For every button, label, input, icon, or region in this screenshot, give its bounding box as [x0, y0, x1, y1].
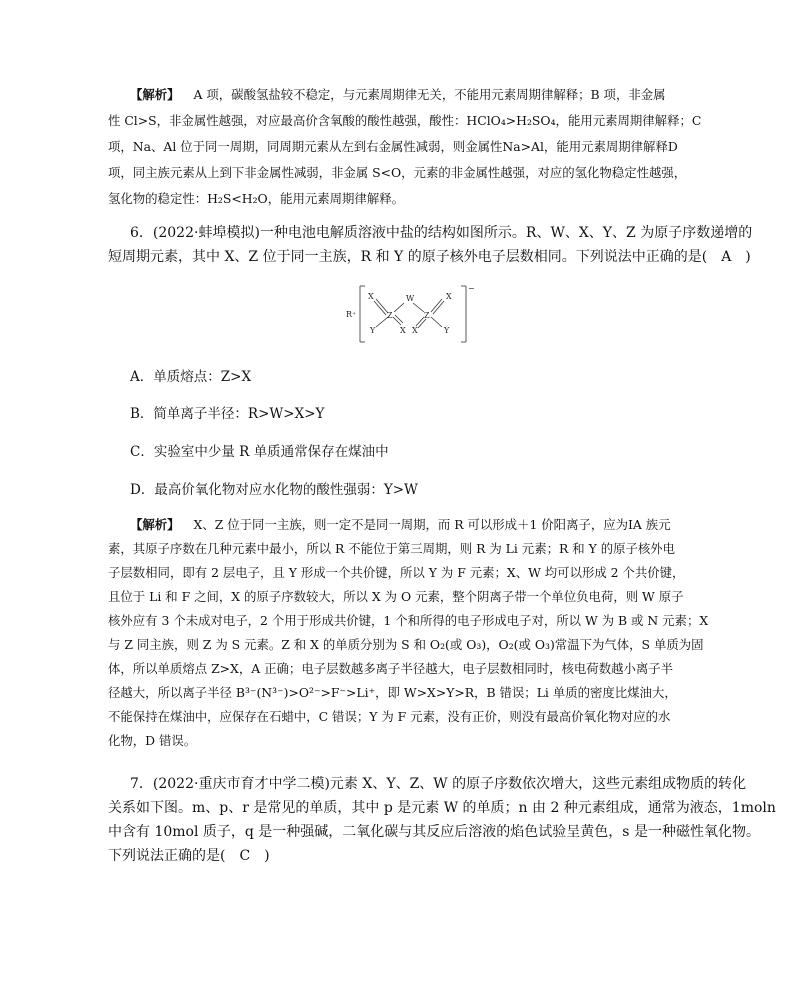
option-d: D．最高价氧化物对应水化物的酸性强弱：Y>W: [130, 482, 418, 498]
charge-label: −: [468, 284, 475, 293]
analysis-line: 项，同主族元素从上到下非金属性减弱，非金属 S<O，元素的非金属性越强，对应的氢化物稳定性越强，: [108, 165, 687, 180]
analysis-line: 体，所以单质熔点 Z>X，A 正确；电子层数越多离子半径越大，电子层数相同时，核电荷数越小离子半: [108, 661, 674, 676]
analysis-line: 项，Na、Al 位于同一周期，同周期元素从左到右金属性减弱，则金属性Na>Al，能用元素周期律解释D: [108, 139, 678, 154]
analysis-line: 性 Cl>S，非金属性越强，对应最高价含氧酸的酸性越强，酸性：HClO₄>H₂SO₄，能用元素周期律解释；C: [108, 113, 702, 128]
atom-label: R⁺: [346, 310, 357, 319]
analysis-line: 不能保持在煤油中，应保存在石蜡中，C 错误；Y 为 F 元素，没有正价，则没有最高价氧化物对应的水: [108, 709, 671, 724]
atom-label: Z: [424, 311, 430, 320]
question-line: 关系如下图。m、p、r 是常见的单质，其中 p 是元素 W 的单质；n 由 2 种元素组成，通常为液态，1moln: [108, 800, 776, 816]
question-line: 6．(2022·蚌埠模拟)一种电池电解质溶液中盐的结构如图所示。R、W、X、Y、Z 为原子序数递增的: [130, 225, 753, 241]
bond: [431, 317, 442, 327]
analysis-tag: 【解析】: [130, 87, 180, 102]
atom-label: Y: [444, 326, 450, 335]
atom-label: Z: [387, 311, 393, 320]
option-b: B．简单离子半径：R>W>X>Y: [130, 406, 325, 422]
bond: [394, 303, 404, 312]
analysis-line: 径越大，所以离子半径 B³⁻(N³⁻)>O²⁻>F⁻>Li⁺，即 W>X>Y>R，B 错误；Li 单质的密度比煤油大，: [108, 685, 677, 700]
atom-label: X: [446, 292, 452, 301]
analysis-line: [130, 512, 671, 538]
analysis-line: 化物，D 错误。: [108, 733, 197, 748]
analysis-line: [130, 82, 666, 108]
analysis-line: 与 Z 同主族，则 Z 为 S 元素。Z 和 X 的单质分别为 S 和 O₂(或 O₃)，O₂(或 O₃)常温下为气体，S 单质为固: [108, 637, 704, 652]
analysis-line: 核外应有 3 个未成对电子，2 个用于形成共价键，1 个和所得的电子形成电子对，所以 W 为 B 或 N 元素；X: [108, 613, 709, 628]
structure-diagram: [338, 283, 478, 345]
question-line: 下列说法正确的是( C ): [108, 848, 270, 864]
analysis-line: 氢化物的稳定性：H₂S<H₂O，能用元素周期律解释。: [108, 191, 404, 206]
question-line: 7．(2022·重庆市育才中学二模)元素 X、Y、Z、W 的原子序数依次增大，这些元素组成物质的转化: [130, 776, 747, 792]
atom-label: X: [368, 292, 374, 301]
atom-label: X: [412, 326, 418, 335]
bond: [393, 317, 401, 325]
analysis-text: X、Z 位于同一主族，则一定不是同一周期，而 R 可以形成＋1 价阳离子，应为ⅠA 族元: [193, 517, 671, 532]
analysis-text: A 项，碳酸氢盐较不稳定，与元素周期律无关，不能用元素周期律解释；B 项，非金属: [193, 87, 666, 102]
analysis-line: 且位于 Li 和 F 之间，X 的原子序数较大，所以 X 为 O 元素，整个阴离子带一个单位负电荷，则 W 原子: [108, 589, 684, 604]
question-line: 短周期元素，其中 X、Z 位于同一主族，R 和 Y 的原子核外电子层数相同。下列说法中正确的是( A ): [108, 249, 751, 265]
bond: [413, 303, 424, 312]
question-line: 中含有 10mol 质子，q 是一种强碱，二氧化碳与其反应后溶液的焰色试验呈黄色，s 是一种磁性氧化物。: [108, 824, 760, 840]
atom-label: Y: [370, 326, 376, 335]
bond: [418, 319, 426, 328]
option-a: A．单质熔点：Z>X: [130, 369, 252, 385]
atom-label: W: [406, 294, 415, 303]
bond: [416, 317, 424, 326]
analysis-line: 子层数相同，即有 2 层电子，且 Y 形成一个共价键，所以 Y 为 F 元素；X、W 均可以形成 2 个共价键，: [108, 565, 685, 580]
bond: [395, 315, 403, 323]
option-c: C．实验室中少量 R 单质通常保存在煤油中: [130, 444, 389, 460]
analysis-tag: 【解析】: [130, 517, 180, 532]
atom-label: X: [400, 326, 406, 335]
analysis-line: 素，其原子序数在几种元素中最小，所以 R 不能位于第三周期，则 R 为 Li 元素；R 和 Y 的原子核外电: [108, 541, 676, 556]
